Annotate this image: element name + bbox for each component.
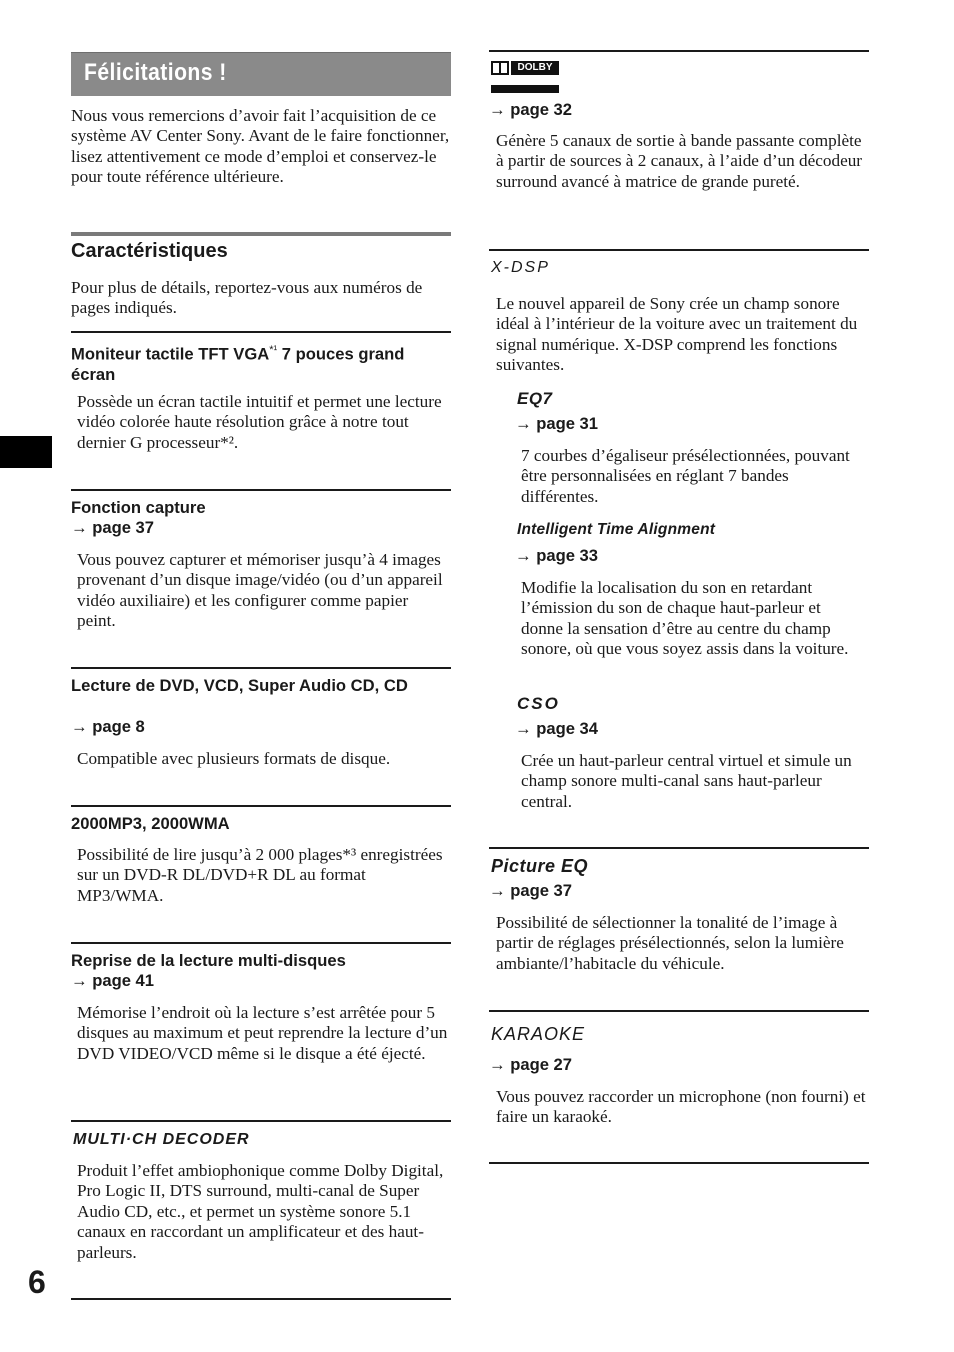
- cso-logo: CSO: [517, 694, 560, 713]
- page-ref-ita: → page 33: [515, 546, 599, 565]
- page-ref-capture: → page 37: [71, 518, 155, 537]
- feature-title-capture: Fonction capture: [71, 498, 206, 517]
- feature-title-text: Moniteur tactile TFT VGA: [71, 344, 270, 364]
- page-ref-resume: → page 41: [71, 971, 155, 990]
- feature-text-mp3: Possibilité de lire jusqu’à 2 000 plages*³ enregistrées sur un DVD-R DL/DVD+R DL au format MP3/WMA.: [77, 845, 443, 905]
- footnote-mark: *¹: [269, 344, 278, 356]
- item-rule: [489, 847, 869, 849]
- item-rule: [71, 667, 451, 669]
- karaoke-logo: KARAOKE: [491, 1024, 586, 1044]
- intro-text: Nous vous remercions d’avoir fait l’acquisition de ce système AV Center Sony. Avant de le faire fonctionner, lisez attentivement ce mode d’emploi et conservez-le pour toute référence ultérieure.: [71, 106, 450, 187]
- page-number: 6: [28, 1264, 46, 1300]
- page-title: Félicitations !: [84, 59, 227, 86]
- item-rule: [71, 805, 451, 807]
- feature-text-eq7: 7 courbes d’égaliseur présélectionnées, pouvant être personnalisées en réglant 7 bandes différentes.: [521, 446, 850, 506]
- page-ref-dolby: → page 32: [489, 100, 573, 119]
- page-ref-karaoke: → page 27: [489, 1055, 573, 1074]
- feature-text-karaoke: Vous pouvez raccorder un microphone (non fourni) et faire un karaoké.: [496, 1087, 866, 1127]
- feature-text-discs: Compatible avec plusieurs formats de disque.: [77, 749, 391, 768]
- item-rule: [489, 50, 869, 52]
- feature-text-cso: Crée un haut-parleur central virtuel et simule un champ sonore multi-canal sans haut-parleur central.: [521, 751, 852, 811]
- section-tab: [0, 436, 52, 468]
- feature-text-resume: Mémorise l’endroit où la lecture s’est arrêtée pour 5 disques au maximum et peut reprendre la lecture d’un DVD VIDEO/VCD même si le disque a été éjecté.: [77, 1003, 448, 1063]
- multi-ch-decoder-logo: MULTI·CH DECODER: [73, 1131, 250, 1148]
- eq7-logo: EQ7: [517, 389, 553, 408]
- item-rule: [489, 249, 869, 251]
- section-rule: [71, 232, 451, 236]
- feature-title-mp3: 2000MP3, 2000WMA: [71, 814, 230, 833]
- page-ref-eq7: → page 31: [515, 414, 599, 433]
- feature-text-ita: Modifie la localisation du son en retardant l’émission du son de chaque haut-parleur et donne la sensation d’être au centre du champ sonore, où que vous soyez assis dans la voiture.: [521, 578, 849, 659]
- page-ref-picture-eq: → page 37: [489, 881, 573, 900]
- feature-text-multich: Produit l’effet ambiophonique comme Dolby Digital, Pro Logic II, DTS surround, multi-canal de Super Audio CD, etc., et permet un système sonore 5.1 canaux en raccordant un amplificateur et des haut-parleurs.: [77, 1161, 444, 1262]
- feature-title-tft: [71, 340, 441, 385]
- column-end-rule: [71, 1298, 451, 1300]
- item-rule: [71, 1120, 451, 1122]
- feature-title-discs: Lecture de DVD, VCD, Super Audio CD, CD: [71, 676, 408, 695]
- page-title-bar: [71, 52, 451, 96]
- intelligent-time-alignment-logo: Intelligent Time Alignment: [517, 521, 716, 538]
- features-intro: Pour plus de détails, reportez-vous aux numéros de pages indiqués.: [71, 278, 423, 318]
- x-dsp-logo: X-DSP: [491, 259, 550, 276]
- picture-eq-logo: Picture EQ: [491, 856, 589, 876]
- item-rule: [71, 489, 451, 491]
- item-rule: [71, 942, 451, 944]
- feature-title-resume: Reprise de la lecture multi-disques: [71, 951, 346, 970]
- item-rule: [489, 1010, 869, 1012]
- item-rule: [71, 331, 451, 333]
- page-ref-cso: → page 34: [515, 719, 599, 738]
- feature-text-xdsp: Le nouvel appareil de Sony crée un champ sonore idéal à l’intérieur de la voiture avec un traitement du signal numérique. X-DSP comprend les fonctions suivantes.: [496, 294, 858, 375]
- dolby-logo-text: DOLBY: [517, 62, 553, 73]
- feature-text-tft: Possède un écran tactile intuitif et permet une lecture vidéo colorée haute résolution grâce à notre tout dernier G processeur*².: [77, 392, 442, 452]
- column-end-rule: [489, 1162, 869, 1164]
- features-heading: Caractéristiques: [71, 240, 228, 262]
- feature-text-capture: Vous pouvez capturer et mémoriser jusqu’à 4 images provenant d’un disque image/vidéo (ou d’un appareil vidéo auxiliaire) et les configurer comme papier peint.: [77, 550, 443, 631]
- feature-text-picture-eq: Possibilité de sélectionner la tonalité de l’image à partir de réglages présélectionnés, selon la lumière ambiante/l’habitacle du véhicule.: [496, 913, 844, 973]
- feature-text-dolby: Génère 5 canaux de sortie à bande passante complète à partir de sources à 2 canaux, à l’aide d’un décodeur surround avancé à matrice de grande pureté.: [496, 131, 863, 191]
- feature-title-rest: 7 pouces grand écran: [71, 344, 405, 384]
- page-ref-discs: → page 8: [71, 717, 145, 736]
